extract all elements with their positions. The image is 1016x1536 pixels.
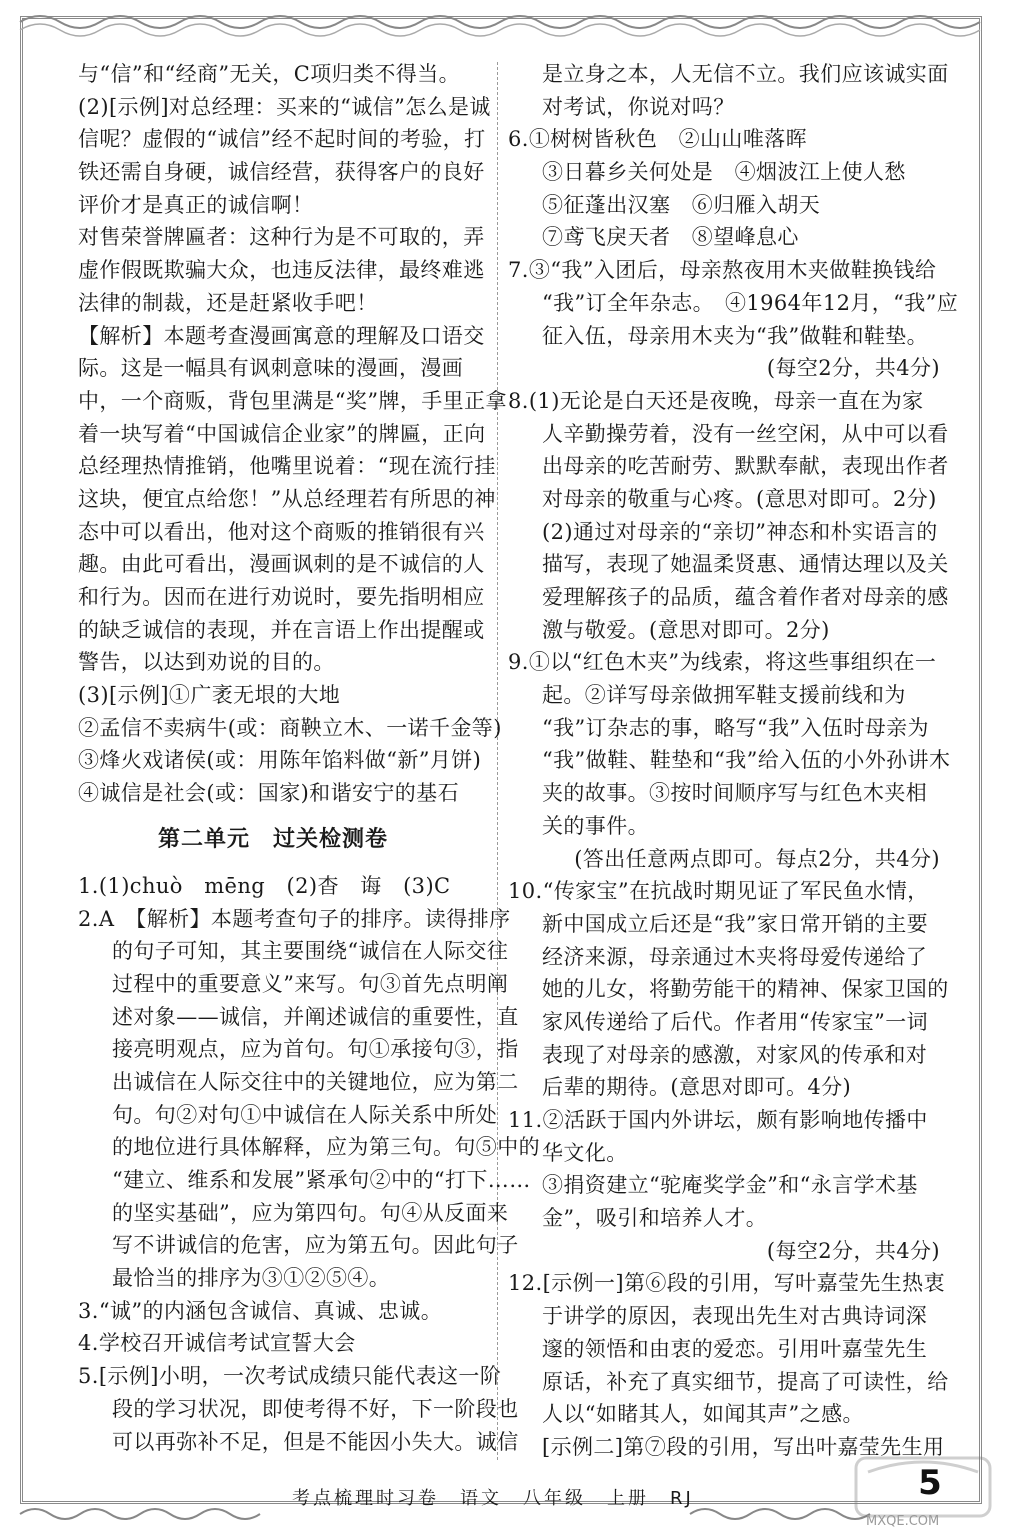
text-line: “我”订全年杂志。 ④1964年12月，“我”应 (542, 290, 959, 315)
text-line: 原话，补充了真实细节，提高了可读性，给 (542, 1369, 949, 1394)
text-line: 1.(1)chuò mēng (2)杳 诲 (3)C (78, 873, 451, 898)
text-line: ③捐资建立“驼庵奖学金”和“永言学术基 (542, 1173, 918, 1198)
left-column (78, 58, 540, 1458)
text-line: 总经理热情推销，他嘴里说着：“现在流行挂 (78, 454, 496, 479)
right-column (508, 58, 959, 1464)
text-line: 12.[示例一]第⑥段的引用，写叶嘉莹先生热衷 (508, 1271, 945, 1296)
text-line: (2)[示例]对总经理：买来的“诚信”怎么是诚 (78, 94, 491, 119)
text-line: 写不讲诚信的危害，应为第五句。因此句子 (112, 1233, 519, 1258)
text-line: 华文化。 (542, 1140, 628, 1165)
text-line: ②孟信不卖病牛(或：商鞅立木、一诺千金等) (78, 715, 502, 740)
text-line: 与“信”和“经商”无关，C项归类不得当。 (78, 62, 461, 86)
page-number: 5 (918, 1463, 942, 1503)
score-note: (每空2分，共4分) (766, 1238, 940, 1263)
text-line: (3)[示例]①广袤无垠的大地 (78, 683, 341, 708)
text-line: 着一块写着“中国诚信企业家”的牌匾，正向 (78, 421, 486, 446)
text-line: 11.②活跃于国内外讲坛，颇有影响地传播中 (508, 1108, 928, 1132)
text-line: 人辛勤操劳着，没有一丝空闲，从中可以看 (542, 421, 949, 446)
text-line: [示例二]第⑦段的引用，写出叶嘉莹先生用 (542, 1434, 945, 1459)
text-line: 可以再弥补不足，但是不能因小失大。诚信 (112, 1429, 519, 1454)
text-line: 8.(1)无论是白天还是夜晚，母亲一直在为家 (508, 388, 924, 413)
text-line: “我”订杂志的事，略写“我”入伍时母亲为 (542, 715, 929, 740)
text-line: 激与敬爱。(意思对即可。2分) (542, 617, 830, 642)
text-line: ⑤征蓬出汉塞 ⑥归雁入胡天 (542, 192, 821, 217)
text-line: 夹的故事。③按时间顺序写与红色木夹相 (542, 781, 928, 806)
text-line: 9.①以“红色木夹”为线索，将这些事组织在一 (508, 650, 937, 675)
text-line: 际。这是一幅具有讽刺意味的漫画，漫画 (78, 356, 464, 381)
score-note: (每空2分，共4分) (766, 356, 940, 381)
text-line: 爱理解孩子的品质，蕴含着作者对母亲的感 (542, 585, 949, 609)
text-line: 句。句②对句①中诚信在人际关系中所处 (112, 1102, 498, 1127)
text-line: 是立身之本，人无信不立。我们应该诚实面 (542, 62, 949, 86)
text-line: 接亮明观点，应为首句。句①承接句③，指 (112, 1037, 519, 1062)
text-line: 出母亲的吃苦耐劳、默默奉献，表现出作者 (542, 454, 949, 479)
text-line: 的句子可知，其主要围绕“诚信在人际交往 (112, 939, 509, 964)
text-line: 金”，吸引和培养人才。 (542, 1206, 768, 1231)
score-note: (答出任意两点即可。每点2分，共4分) (574, 846, 940, 871)
text-line: 信呢？虚假的“诚信”经不起时间的考验，打 (78, 127, 486, 152)
text-line: 评价才是真正的诚信啊！ (78, 192, 314, 217)
text-line: 述对象——诚信，并阐述诚信的重要性，直 (112, 1004, 519, 1029)
text-line: 【解析】本题考查漫画寓意的理解及口语交 (78, 323, 485, 348)
text-line: 3.“诚”的内涵包含诚信、真诚、忠诚。 (78, 1298, 443, 1323)
text-line: 最恰当的排序为③①②⑤④。 (112, 1266, 391, 1291)
text-line: 的缺乏诚信的表现，并在言语上作出提醒或 (78, 617, 485, 642)
text-line: (2)通过对母亲的“亲切”神态和朴实语言的 (542, 519, 938, 544)
text-line: 的坚实基础”，应为第四句。句④从反面来 (112, 1200, 509, 1225)
text-line: 中，一个商贩，背包里满是“奖”牌，手里正拿 (78, 388, 507, 413)
text-line: “我”做鞋、鞋垫和“我”给入伍的小外孙讲木 (542, 748, 951, 773)
text-line: 她的儿女，将勤劳能干的精神、保家卫国的 (542, 977, 949, 1002)
text-line: 出诚信在人际交往中的关键地位，应为第二 (112, 1069, 519, 1094)
text-line: 这块，便宜点给您！”从总经理若有所思的神 (78, 486, 496, 511)
text-line: 过程中的重要意义”来写。句③首先点明阐 (112, 971, 509, 996)
text-line: ④诚信是社会(或：国家)和谐安宁的基石 (78, 781, 459, 806)
text-line: 5.[示例]小明，一次考试成绩只能代表这一阶 (78, 1364, 502, 1389)
text-line: 4.学校召开诚信考试宣誓大会 (78, 1331, 356, 1356)
text-line: 2.A 【解析】本题考查句子的排序。读得排序 (78, 906, 511, 931)
text-line: 表现了对母亲的感激，对家风的传承和对 (542, 1042, 928, 1067)
text-line: 6.①树树皆秋色 ②山山唯落晖 (508, 127, 808, 152)
text-line: 铁还需自身硬，诚信经营，获得客户的良好 (78, 160, 485, 185)
text-line: 征入伍，母亲用木夹为“我”做鞋和鞋垫。 (542, 323, 929, 348)
text-line: ⑦鸢飞戾天者 ⑧望峰息心 (542, 225, 799, 250)
text-line: 人以“如睹其人，如闻其声”之感。 (542, 1402, 864, 1427)
top-wave-border (0, 0, 1016, 48)
text-line: 对考试，你说对吗？ (542, 94, 735, 119)
text-line: 趣。由此可看出，漫画讽刺的是不诚信的人 (78, 552, 485, 577)
text-line: ③烽火戏诸侯(或：用陈年馅料做“新”月饼) (78, 748, 482, 773)
text-line: 关的事件。 (542, 813, 649, 838)
text-line: 邃的领悟和由衷的爱恋。引用叶嘉莹先生 (542, 1336, 928, 1361)
text-line: 7.③“我”入团后，母亲熬夜用木夹做鞋换钱给 (508, 258, 937, 283)
text-line: “建立、维系和发展”紧承句②中的“打下…… (112, 1168, 531, 1192)
text-line: 描写，表现了她温柔贤惠、通情达理以及关 (542, 552, 949, 577)
text-line: 警告，以达到劝说的目的。 (78, 650, 335, 675)
text-line: 新中国成立后还是“我”家日常开销的主要 (542, 911, 929, 936)
text-line: 虚作假既欺骗大众，也违反法律，最终难逃 (78, 258, 485, 283)
text-line: 段的学习状况，即使考得不好，下一阶段也 (112, 1396, 519, 1421)
text-line: 态中可以看出，他对这个商贩的推销很有兴 (78, 519, 485, 544)
text-line: 家风传递给了后代。作者用“传家宝”一词 (542, 1009, 929, 1034)
text-line: 后辈的期待。(意思对即可。4分) (542, 1075, 852, 1100)
text-line: 经济来源，母亲通过木夹将母爱传递给了 (542, 944, 928, 969)
text-line: 对母亲的敬重与心疼。(意思对即可。2分) (542, 486, 937, 511)
text-line: 10.“传家宝”在抗战时期见证了军民鱼水情， (508, 879, 929, 904)
text-line: 的地位进行具体解释，应为第三句。句⑤中的 (112, 1135, 540, 1160)
text-line: 起。②详写母亲做拥军鞋支援前线和为 (542, 683, 906, 708)
watermark-text: MXQE.COM (866, 1514, 940, 1529)
text-line: 和行为。因而在进行劝说时，要先指明相应 (78, 585, 485, 609)
text-line: ③日暮乡关何处是 ④烟波江上使人愁 (542, 160, 906, 185)
text-line: 法律的制裁，还是赶紧收手吧！ (78, 290, 378, 315)
text-line: 对售荣誉牌匾者：这种行为是不可取的，弄 (78, 225, 485, 250)
footer-book-title: 考点梳理时习卷 语文 八年级 上册 RJ (292, 1488, 694, 1509)
section-title: 第二单元 过关检测卷 (157, 826, 388, 852)
text-line: 于讲学的原因，表现出先生对古典诗词深 (542, 1304, 928, 1329)
